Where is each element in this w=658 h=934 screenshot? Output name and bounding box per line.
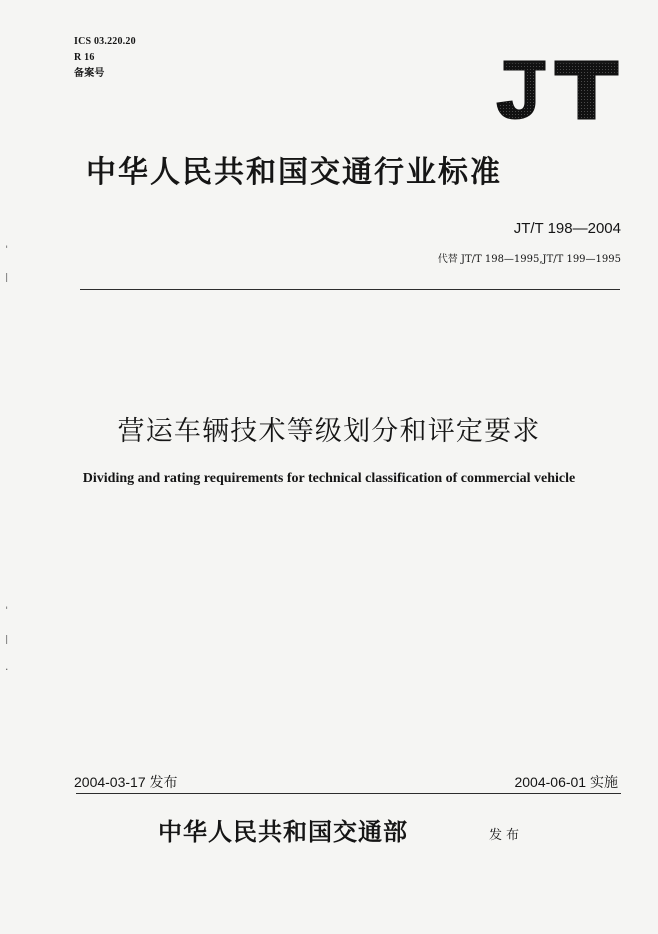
standard-category-title: 中华人民共和国交通行业标准 — [86, 155, 502, 190]
ics-code: ICS 03.220.20 — [74, 36, 136, 47]
top-divider-line — [80, 289, 620, 290]
bottom-divider-line — [76, 793, 621, 794]
standard-number: JT/T 198—2004 — [513, 220, 621, 237]
document-title-chinese: 营运车辆技术等级划分和评定要求 — [117, 416, 541, 447]
record-label: 备案号 — [74, 68, 105, 79]
jt-logo-mark — [496, 56, 621, 120]
issuing-authority: 中华人民共和国交通部 — [158, 817, 408, 846]
metadata-block — [74, 34, 136, 82]
effective-date: 2004-06-01 实施 — [514, 774, 618, 790]
scan-artifact-mark: | — [4, 635, 10, 645]
scan-artifact-mark: ' — [4, 245, 10, 255]
scan-artifact-mark: . — [4, 663, 10, 673]
publish-label: 发布 — [489, 828, 524, 843]
document-title-english: Dividing and rating requirements for technical classification of commercial vehicle — [82, 471, 576, 486]
jt-logo — [496, 56, 621, 120]
scan-artifact-mark: ' — [4, 606, 10, 616]
scan-artifact-mark: | — [4, 273, 10, 283]
replacement-standard-text: 代替 JT/T 198—1995,JT/T 199—1995 — [437, 254, 621, 265]
classification-code: R 16 — [74, 52, 95, 63]
issue-date: 2004-03-17 发布 — [74, 774, 178, 790]
